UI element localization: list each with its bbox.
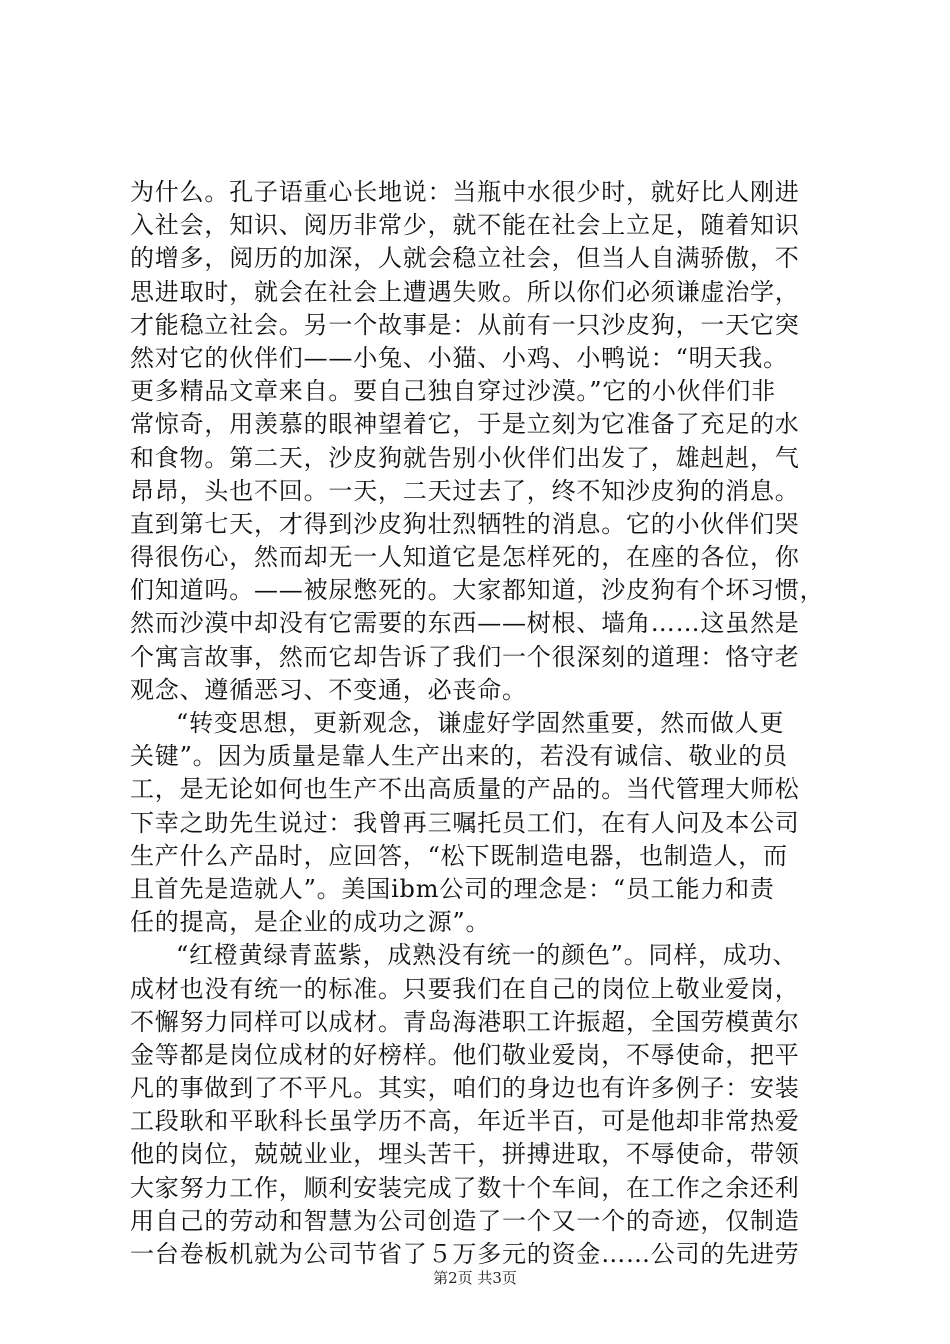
text-line: 为什么。孔子语重心长地说：当瓶中水很少时，就好比人刚进 — [130, 178, 800, 206]
text-line: 直到第七天，才得到沙皮狗壮烈牺牲的消息。它的小伙伴们哭 — [130, 509, 800, 538]
text-line: 不懈努力同样可以成材。青岛海港职工许振超，全国劳模黄尔 — [130, 1007, 800, 1036]
text-line: 更多精品文章来自。要自己独自穿过沙漠。”它的小伙伴们非 — [130, 377, 776, 406]
text-line: 然而沙漠中却没有它需要的东西——树根、墙角……这虽然是 — [130, 609, 800, 638]
document-body — [130, 176, 835, 1271]
paragraph-1 — [130, 176, 835, 707]
text-line: “红橙黄绿青蓝紫，成熟没有统一的颜色”。同样，成功、 — [176, 941, 798, 970]
text-line: 成材也没有统一的标准。只要我们在自己的岗位上敬业爱岗， — [130, 974, 800, 1003]
text-line: 一台卷板机就为公司节省了５万多元的资金……公司的先进劳 — [130, 1240, 800, 1268]
text-line: 常惊奇，用羡慕的眼神望着它，于是立刻为它准备了充足的水 — [130, 410, 800, 439]
paragraph-2 — [130, 707, 835, 939]
text-line: 任的提高，是企业的成功之源”。 — [130, 908, 491, 937]
text-line: 大家努力工作，顺利安装完成了数十个车间，在工作之余还利 — [130, 1173, 800, 1202]
text-line: 他的岗位，兢兢业业，埋头苦干，拼搏进取，不辱使命，带领 — [130, 1140, 800, 1169]
paragraph-3 — [130, 939, 835, 1271]
text-line: 且首先是造就人”。美国ibm公司的理念是：“员工能力和责 — [130, 874, 775, 903]
text-line: “转变思想，更新观念，谦虚好学固然重要，然而做人更 — [176, 709, 785, 737]
page-number-footer: 第2页 共3页 — [433, 1269, 517, 1287]
text-line: 工段耿和平耿科长虽学历不高，年近半百，可是他却非常热爱 — [130, 1107, 800, 1136]
text-line: 和食物。第二天，沙皮狗就告别小伙伴们出发了，雄赳赳，气 — [130, 443, 800, 472]
text-line: 们知道吗。——被尿憋死的。大家都知道，沙皮狗有个坏习惯， — [130, 576, 825, 605]
text-line: 入社会，知识、阅历非常少，就不能在社会上立足，随着知识 — [130, 211, 800, 240]
text-line: 才能稳立社会。另一个故事是：从前有一只沙皮狗，一天它突 — [130, 310, 800, 339]
text-line: 昂昂，头也不回。一天，二天过去了，终不知沙皮狗的消息。 — [130, 476, 800, 505]
text-line: 凡的事做到了不平凡。其实，咱们的身边也有许多例子：安装 — [130, 1074, 800, 1103]
text-line: 用自己的劳动和智慧为公司创造了一个又一个的奇迹，仅制造 — [130, 1206, 800, 1235]
text-line: 关键”。因为质量是靠人生产出来的，若没有诚信、敬业的员 — [130, 742, 788, 771]
text-line: 生产什么产品时，应回答，“松下既制造电器，也制造人，而 — [130, 841, 788, 870]
text-line: 得很伤心，然而却无一人知道它是怎样死的，在座的各位，你 — [130, 543, 800, 572]
text-line: 金等都是岗位成材的好榜样。他们敬业爱岗，不辱使命，把平 — [130, 1040, 800, 1069]
text-line: 的增多，阅历的加深，人就会稳立社会，但当人自满骄傲，不 — [130, 244, 800, 273]
text-line: 个寓言故事，然而它却告诉了我们一个很深刻的道理：恪守老 — [130, 642, 800, 671]
text-line: 思进取时，就会在社会上遭遇失败。所以你们必须谦虚治学， — [130, 277, 800, 306]
text-line: 然对它的伙伴们——小兔、小猫、小鸡、小鸭说：“明天我。 — [130, 343, 788, 372]
text-line: 工，是无论如何也生产不出高质量的产品的。当代管理大师松 — [130, 775, 800, 804]
text-line: 观念、遵循恶习、不变通，必丧命。 — [130, 675, 527, 704]
text-line: 下幸之助先生说过：我曾再三嘱托员工们，在有人问及本公司 — [130, 808, 800, 837]
